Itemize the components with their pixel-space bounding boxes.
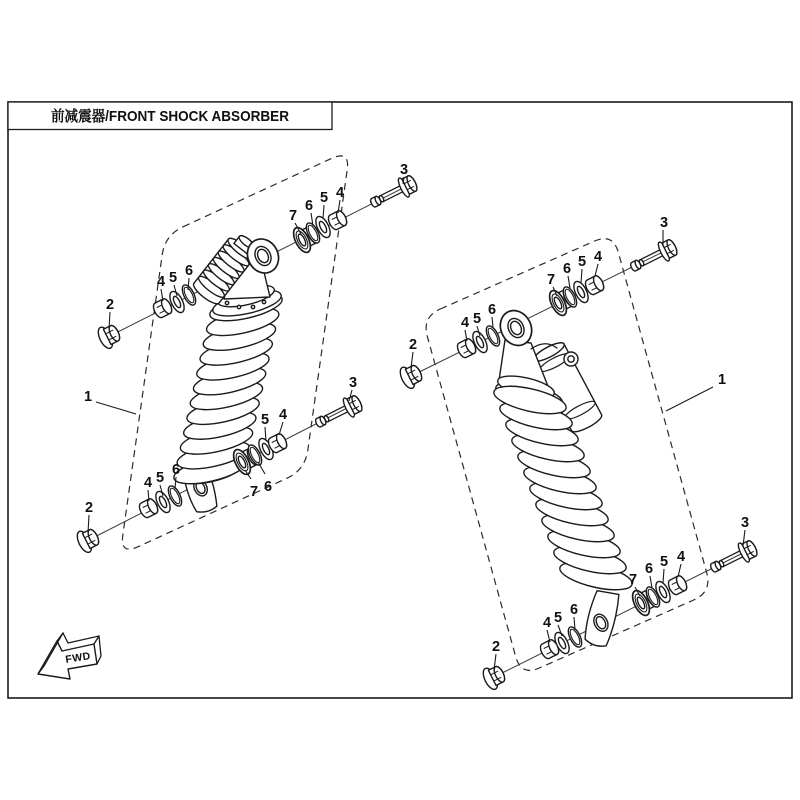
callout-4: 4 bbox=[593, 249, 603, 265]
callout-4: 4 bbox=[143, 475, 153, 491]
page-title: 前减震器/FRONT SHOCK ABSORBER bbox=[51, 108, 315, 125]
callout-6: 6 bbox=[644, 561, 654, 577]
callout-5: 5 bbox=[260, 412, 270, 428]
callout-4: 4 bbox=[278, 407, 288, 423]
callout-5: 5 bbox=[553, 610, 563, 626]
callout-2: 2 bbox=[491, 639, 501, 655]
callout-4: 4 bbox=[156, 274, 166, 290]
callout-3: 3 bbox=[399, 162, 409, 178]
callout-7: 7 bbox=[628, 572, 638, 588]
callout-7: 7 bbox=[249, 484, 259, 500]
callout-2: 2 bbox=[408, 337, 418, 353]
callout-6: 6 bbox=[184, 263, 194, 279]
callout-6: 6 bbox=[487, 302, 497, 318]
callout-3: 3 bbox=[348, 375, 358, 391]
callout-4: 4 bbox=[335, 185, 345, 201]
callout-7: 7 bbox=[546, 272, 556, 288]
callout-6: 6 bbox=[171, 462, 181, 478]
callout-5: 5 bbox=[155, 470, 165, 486]
seat-hole bbox=[251, 305, 254, 308]
callout-5: 5 bbox=[577, 254, 587, 270]
callout-6: 6 bbox=[569, 602, 579, 618]
seat-hole bbox=[237, 305, 240, 308]
seat-hole bbox=[262, 300, 265, 303]
callout-3: 3 bbox=[740, 515, 750, 531]
callout-5: 5 bbox=[659, 554, 669, 570]
fwd-label: FWD bbox=[64, 650, 92, 666]
callout-6: 6 bbox=[263, 479, 273, 495]
callout-4: 4 bbox=[676, 549, 686, 565]
callout-5: 5 bbox=[319, 190, 329, 206]
callout-6: 6 bbox=[304, 198, 314, 214]
callout-2: 2 bbox=[105, 297, 115, 313]
callout-3: 3 bbox=[659, 215, 669, 231]
callout-7: 7 bbox=[288, 208, 298, 224]
reservoir-valve bbox=[568, 356, 574, 362]
callout-2: 2 bbox=[84, 500, 94, 516]
callout-5: 5 bbox=[168, 270, 178, 286]
callout-5: 5 bbox=[472, 311, 482, 327]
callout-4: 4 bbox=[460, 315, 470, 331]
callout-1: 1 bbox=[83, 389, 93, 405]
callout-1: 1 bbox=[717, 372, 727, 388]
callout-4: 4 bbox=[542, 615, 552, 631]
callout-6: 6 bbox=[562, 261, 572, 277]
seat-hole bbox=[225, 301, 228, 304]
